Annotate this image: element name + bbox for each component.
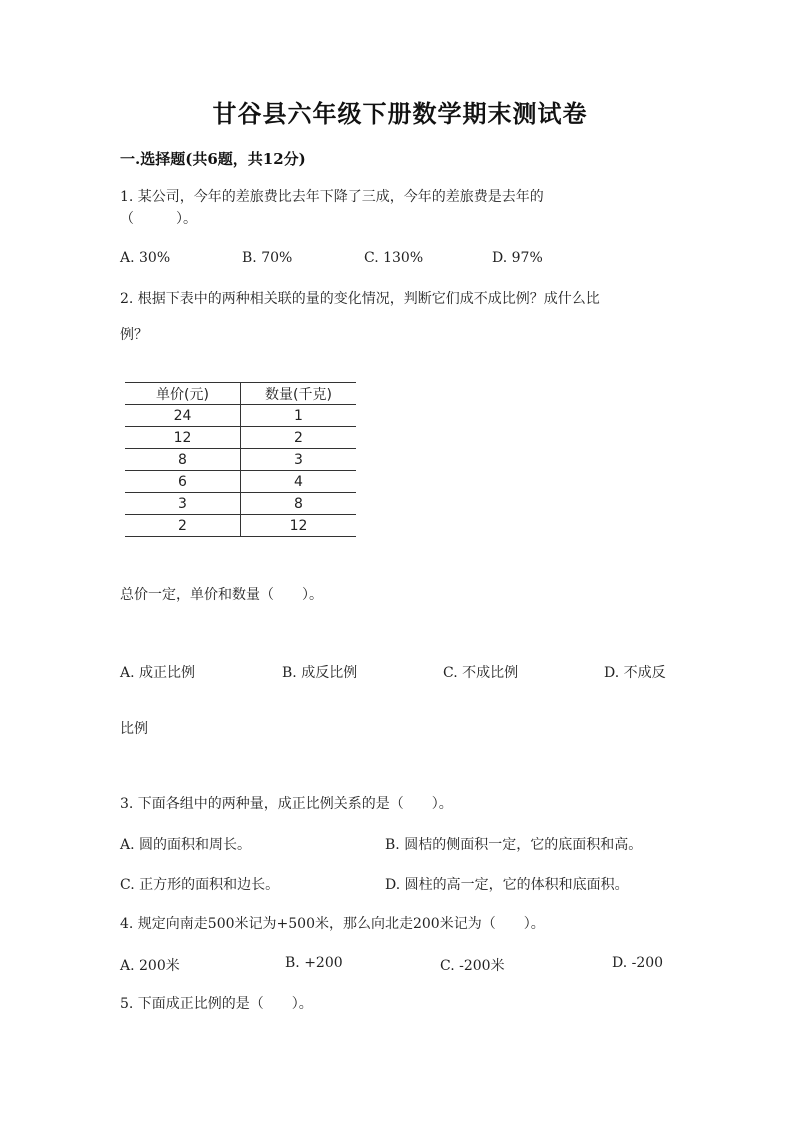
table-cell: 12: [125, 427, 241, 449]
question-3-option-d: D. 圆柱的高一定，它的体积和底面积。: [385, 877, 629, 893]
question-4-option-b: B. +200: [285, 955, 343, 971]
table-cell: 1: [241, 405, 357, 427]
table-row: [125, 493, 356, 515]
table-header-cell: 数量(千克): [241, 383, 357, 405]
question-3-option-a: A. 圆的面积和周长。: [120, 837, 252, 853]
table-cell: 8: [241, 493, 357, 515]
table-cell: 24: [125, 405, 241, 427]
table-cell: 2: [241, 427, 357, 449]
table-cell: 2: [125, 515, 241, 537]
question-5-line-1: 5. 下面成正比例的是（ ）。: [120, 996, 313, 1012]
table-row: [125, 515, 356, 537]
table-row: [125, 449, 356, 471]
question-4-line-1: 4. 规定向南走500米记为+500米，那么向北走200米记为（ ）。: [120, 916, 545, 932]
table-cell: 8: [125, 449, 241, 471]
table-cell: 12: [241, 515, 357, 537]
question-4-option-c: C. -200米: [440, 958, 505, 974]
question-2-option-c: C. 不成比例: [443, 665, 519, 681]
price-quantity-table: [125, 382, 356, 537]
question-1-option-d: D. 97%: [492, 250, 543, 266]
question-2-option-d-wrap: 比例: [120, 721, 148, 737]
page-title: 甘谷县六年级下册数学期末测试卷: [212, 99, 588, 128]
table-row: [125, 471, 356, 493]
table-row: [125, 427, 356, 449]
question-2-option-d: D. 不成反: [604, 665, 666, 681]
table-cell: 3: [125, 493, 241, 515]
question-3-option-b: B. 圆桔的侧面积一定，它的底面积和高。: [385, 837, 643, 853]
question-1-option-c: C. 130%: [364, 250, 424, 266]
section-heading: 一.选择题(共6题，共12分): [120, 150, 306, 168]
question-2-option-a: A. 成正比例: [120, 665, 196, 681]
table-header-cell: 单价(元): [125, 383, 241, 405]
table-cell: 6: [125, 471, 241, 493]
question-1-option-b: B. 70%: [242, 250, 293, 266]
question-4-option-a: A. 200米: [120, 958, 180, 974]
question-3-line-1: 3. 下面各组中的两种量，成正比例关系的是（ ）。: [120, 796, 453, 812]
table-row: [125, 405, 356, 427]
question-2-line-1: 2. 根据下表中的两种相关联的量的变化情况，判断它们成不成比例？成什么比: [120, 291, 600, 307]
question-2-option-b: B. 成反比例: [282, 665, 358, 681]
table-cell: 3: [241, 449, 357, 471]
table-cell: 4: [241, 471, 357, 493]
question-1-line-1: 1. 某公司，今年的差旅费比去年下降了三成，今年的差旅费是去年的: [120, 189, 544, 205]
question-1-option-a: A. 30%: [120, 250, 171, 266]
table-header-row: [125, 383, 356, 405]
question-2-line-2: 例？: [120, 327, 148, 343]
question-1-line-2: （ ）。: [120, 211, 197, 227]
question-3-option-c: C. 正方形的面积和边长。: [120, 877, 280, 893]
question-4-option-d: D. -200: [612, 955, 664, 971]
question-2-prompt: 总价一定，单价和数量（ ）。: [120, 587, 323, 603]
